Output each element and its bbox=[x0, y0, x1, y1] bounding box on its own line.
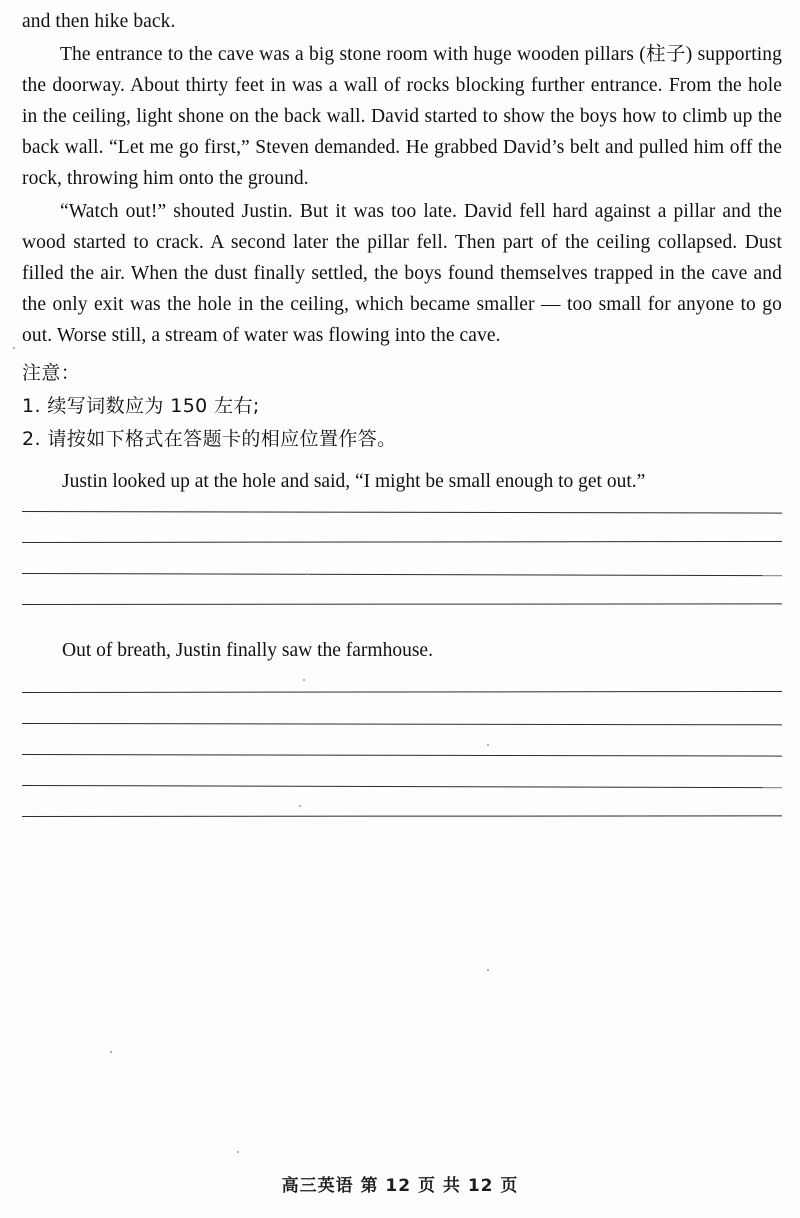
answer-line[interactable] bbox=[22, 541, 782, 543]
continuation-prompt-one: Justin looked up at the hole and said, “I might be small enough to get out.” bbox=[62, 471, 646, 492]
page-content bbox=[22, 6, 782, 847]
continuation-prompt-two: Out of breath, Justin finally saw the farmhouse. bbox=[62, 640, 433, 661]
scan-speck bbox=[237, 1151, 239, 1153]
answer-line[interactable] bbox=[22, 511, 782, 514]
answer-line[interactable] bbox=[22, 754, 782, 757]
scan-speck bbox=[487, 744, 489, 746]
answer-lines-group-two bbox=[22, 692, 782, 817]
scan-speck bbox=[303, 679, 305, 681]
answer-line[interactable] bbox=[22, 691, 782, 693]
notes-heading: 注意： bbox=[22, 362, 81, 384]
scan-speck bbox=[13, 347, 15, 349]
scan-speck bbox=[306, 573, 308, 575]
answer-line[interactable] bbox=[22, 573, 782, 576]
paragraph-line-continuation: and then hike back. bbox=[22, 11, 176, 32]
scan-speck bbox=[487, 969, 489, 971]
note-item-2: 2. 请按如下格式在答题卡的相应位置作答。 bbox=[22, 428, 397, 450]
answer-lines-group-one bbox=[22, 511, 782, 605]
scan-speck bbox=[110, 1051, 112, 1053]
page-footer: 高三英语 第 12 页 共 12 页 bbox=[281, 1176, 519, 1196]
paragraph-cave-entrance: The entrance to the cave was a big stone room with huge wooden pillars (柱子) supporting the doorway. About thirty feet in was a wall of rocks blocking further entrance. From the hole in the ceiling, light shone on the back wall. David started to show the boys how to climb up the back wall. “Let me go first,” Steven demanded. He grabbed David’s belt and pulled him off the rock, throwing him onto the ground. bbox=[22, 44, 782, 189]
scan-speck bbox=[299, 805, 301, 807]
answer-line[interactable] bbox=[22, 815, 782, 817]
answer-line[interactable] bbox=[22, 723, 782, 725]
paragraph-collapse: “Watch out!” shouted Justin. But it was too late. David fell hard against a pillar and the wood started to crack. A second later the pillar fell. Then part of the ceiling collapsed. Dust filled the air. When the dust finally settled, the boys found themselves trapped in the cave and the only exit was the hole in the ceiling, which became smaller — too small for anyone to go out. Worse still, a stream of water was flowing into the cave. bbox=[22, 201, 782, 346]
note-item-1: 1. 续写词数应为 150 左右; bbox=[22, 395, 260, 417]
answer-line[interactable] bbox=[22, 785, 782, 788]
answer-line[interactable] bbox=[22, 603, 782, 605]
